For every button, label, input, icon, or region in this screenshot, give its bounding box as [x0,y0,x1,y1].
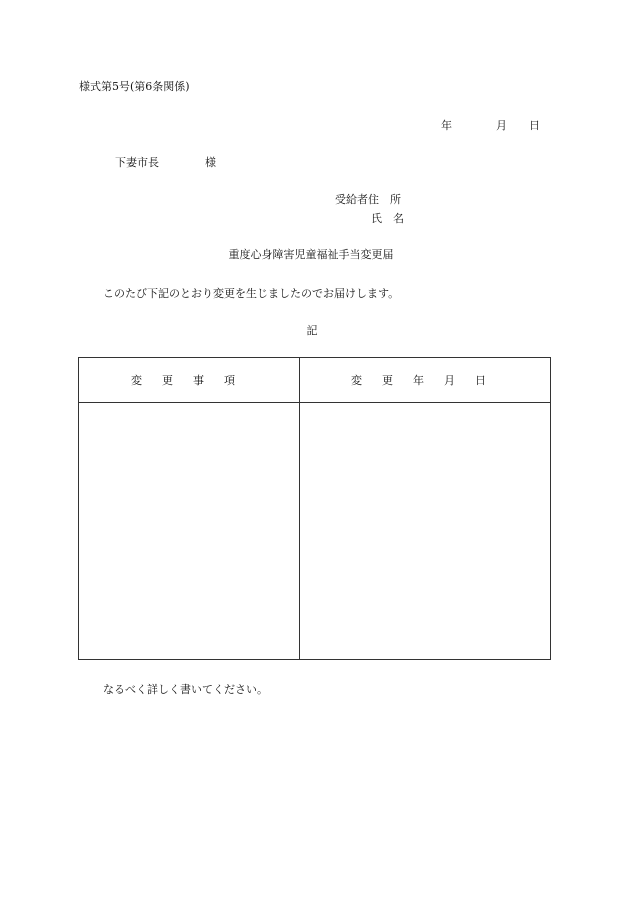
addressee [115,157,216,168]
date-line [441,120,540,131]
note: なるべく詳しく書いてください。 [103,683,268,696]
statement: このたび下記のとおり変更を生じましたのでお届けします。 [103,287,400,300]
date-day-label: 日 [529,119,540,132]
addressee-honorific: 様 [205,156,216,169]
change-date-cell[interactable] [300,403,550,659]
change-item-cell[interactable] [79,403,299,659]
form-number: 様式第5号(第6条関係) [79,80,190,93]
addressee-name: 下妻市長 [115,156,159,169]
date-month-label: 月 [496,119,507,132]
applicant-name-row [371,213,414,224]
table-header-change-date: 変更年月日 [351,374,506,387]
applicant-address-row [335,194,411,205]
applicant-label: 受給者 [335,193,368,206]
date-year-label: 年 [441,119,452,132]
change-table [78,357,551,660]
applicant-address-label: 住 所 [368,193,401,206]
document-title-text: 重度心身障害児童福祉手当変更届 [228,248,394,261]
ki-heading [0,325,630,336]
ki-text: 記 [306,324,318,337]
document-title [0,249,630,260]
table-header-change-item: 変更事項 [131,374,255,387]
applicant-name-label: 氏 名 [371,212,404,225]
